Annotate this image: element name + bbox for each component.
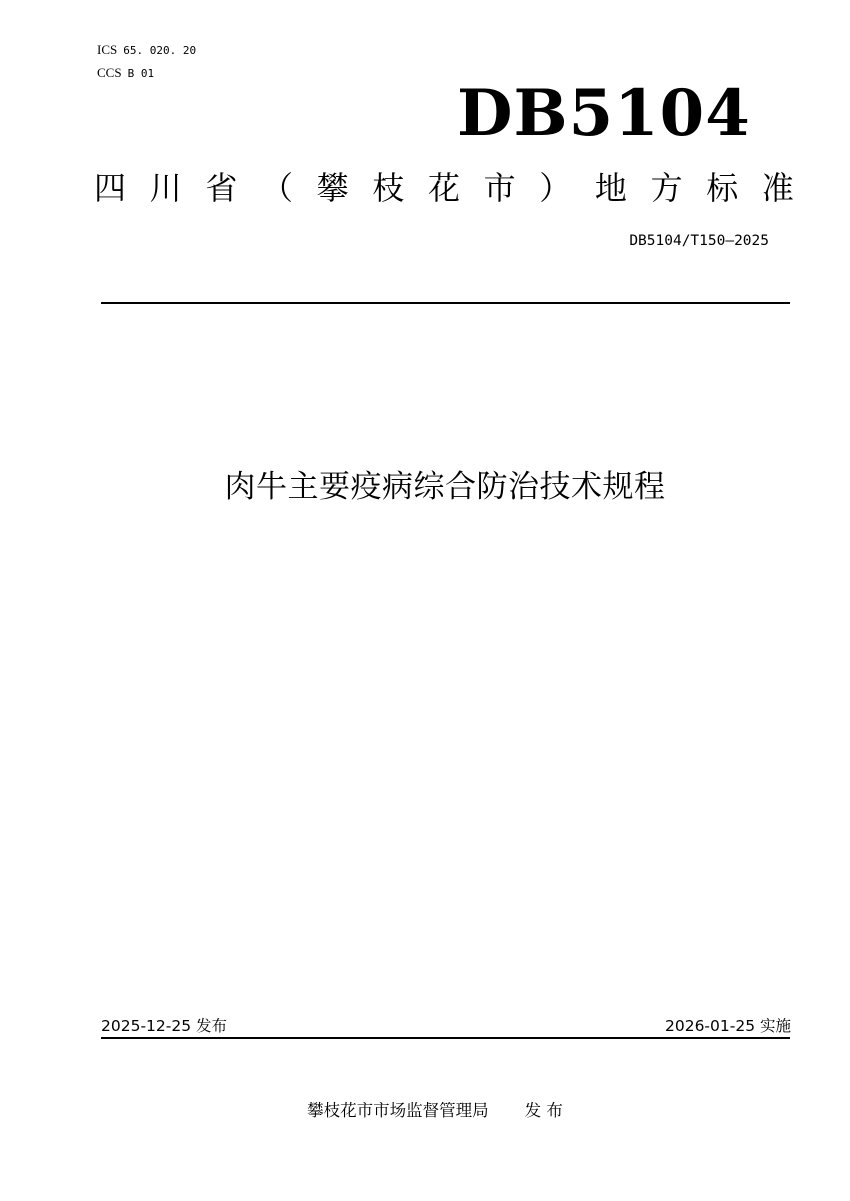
ccs-code: B 01 [127, 67, 155, 80]
standard-type-char: 川 [149, 169, 182, 207]
standard-type-char: 标 [706, 169, 739, 207]
document-title: 肉牛主要疫病综合防治技术规程 [224, 469, 666, 505]
standard-type-char: 市 [483, 169, 516, 207]
standard-type-char: ） [539, 169, 572, 207]
standard-type-char: 花 [427, 169, 460, 207]
publication-date: 2025-12-25 发布 [101, 1017, 228, 1035]
standard-type-char: 省 [205, 169, 238, 207]
standard-type-char: 方 [650, 169, 683, 207]
standard-type-char: 准 [761, 169, 794, 207]
standard-type-char: 攀 [316, 169, 349, 207]
header-divider [101, 302, 790, 304]
standard-type-char: 枝 [372, 169, 405, 207]
ics-label: ICS [97, 42, 118, 57]
issuer-action: 发 布 [524, 1101, 563, 1120]
standard-type [94, 166, 794, 210]
ics-code: 65. 020. 20 [123, 44, 197, 57]
issuing-authority [0, 1100, 850, 1122]
standard-type-char: 地 [594, 169, 627, 207]
standard-number: DB5104/T150—2025 [629, 233, 769, 249]
ccs-classification [97, 66, 154, 81]
issuer-name: 攀枝花市市场监督管理局 [307, 1101, 489, 1120]
ccs-label: CCS [97, 65, 122, 80]
footer-divider [101, 1037, 790, 1039]
standard-type-char: 四 [94, 169, 127, 207]
standard-logo: DB5104 [457, 76, 751, 151]
ics-classification [97, 43, 196, 58]
implementation-date: 2026-01-25 实施 [664, 1017, 791, 1035]
standard-type-char: （ [260, 169, 293, 207]
